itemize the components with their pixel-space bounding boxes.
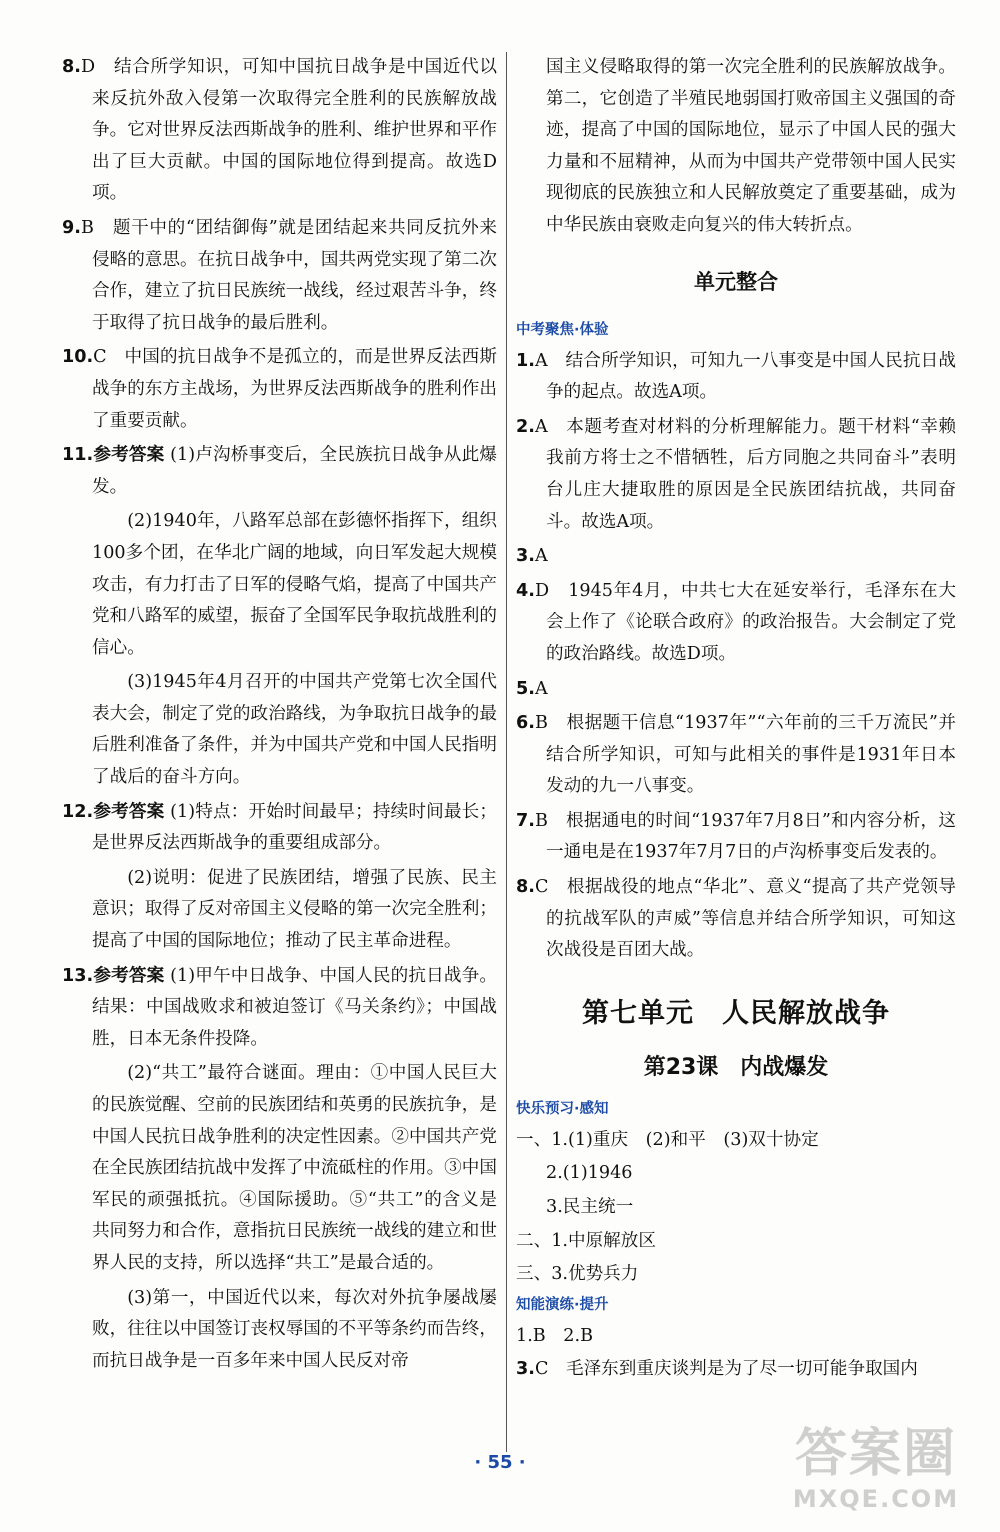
answer-13: 13.参考答案 (1)甲午中日战争、中国人民的抗日战争。结果：中国战败求和被迫签订《马关条约》；中国战胜，日本无条件投降。 — [62, 965, 497, 1049]
answer-10: 10.C 中国的抗日战争不是孤立的，而是世界反法西斯战争的东方主战场，为世界反法西斯战争的胜利作出了重要贡献。 — [62, 347, 497, 431]
preview-line: 2.(1)1946 — [546, 1163, 633, 1184]
watermark-logo — [766, 1424, 986, 1524]
answer-9: 9.B 题干中的“团结御侮”就是团结起来共同反抗外来侵略的意思。在抗日战争中，国共两党实现了第二次合作，建立了抗日民族统一战线，经过艰苦斗争，终于取得了抗日战争的最后胜利。 — [62, 217, 497, 333]
section-tag-exam-focus: 中考聚焦·体验 — [516, 321, 609, 338]
practice-answer-3: 3.C 毛泽东到重庆谈判是为了尽一切可能争取国内 — [516, 1359, 918, 1380]
answer-11-part2: (2)1940年，八路军总部在彭德怀指挥下，组织100多个团，在华北广阔的地域，向日军发起大规模攻击，有力打击了日军的侵略气焰，提高了中国共产党和八路军的威望，振奋了全国军民争取抗战胜利的信心。 — [92, 511, 497, 658]
right-column — [516, 52, 956, 1389]
list-item: 8.C 根据战役的地点“华北”、意义“提高了共产党领导的抗战军队的声威”等信息并结合所学知识，可知这次战役是百团大战。 — [516, 877, 956, 961]
answer-8: 8.D 结合所学知识，可知中国抗日战争是中国近代以来反抗外敌入侵第一次取得完全胜利的民族解放战争。它对世界反法西斯战争的胜利、维护世界和平作出了巨大贡献。中国的国际地位得到提高。故选D项。 — [62, 57, 497, 204]
list-item: 2.A 本题考查对材料的分析理解能力。题干材料“幸赖我前方将士之不惜牺牲，后方同胞之共同奋斗”表明台儿庄大捷取胜的原因是全民族团结抗战，共同奋斗。故选A项。 — [516, 416, 956, 532]
answer-12-part2: (2)说明：促进了民族团结，增强了民族、民主意识；取得了反对帝国主义侵略的第一次完全胜利；提高了中国的国际地位；推动了民主革命进程。 — [92, 867, 497, 952]
section-tag-practice: 知能演练·提升 — [516, 1296, 609, 1313]
list-item: 1.A 结合所学知识，可知九一八事变是中国人民抗日战争的起点。故选A项。 — [516, 350, 956, 403]
preview-line: 二、1.中原解放区 — [516, 1230, 656, 1251]
answer-13-part2: (2)“共工”最符合谜面。理由：①中国人民巨大的民族觉醒、空前的民族团结和英勇的民族抗争，是中国人民抗日战争胜利的决定性因素。②中国共产党在全民族团结抗战中发挥了中流砥柱的作用。③中国军民的顽强抵抗。④国际援助。⑤“共工”的含义是共同努力和合作，意指抗日民族统一战线的建立和世界人民的支持，所以选择“共工”是最合适的。 — [92, 1063, 497, 1273]
lesson-23-heading: 第23课 内战爆发 — [643, 1054, 829, 1080]
preview-line: 一、1.(1)重庆 (2)和平 (3)双十协定 — [516, 1129, 819, 1150]
list-item: 3.A — [516, 546, 548, 567]
watermark-text: 答案圈 — [794, 1424, 957, 1484]
answer-11-part3: (3)1945年4月召开的中国共产党第七次全国代表大会，制定了党的政治路线，为争取抗日战争的最后胜利准备了条件，并为中国共产党和中国人民指明了战后的奋斗方向。 — [92, 672, 497, 788]
column-divider — [506, 52, 507, 1452]
list-item: 7.B 根据通电的时间“1937年7月8日”和内容分析，这一通电是在1937年7月7日的卢沟桥事变后发表的。 — [516, 810, 956, 863]
list-item: 6.B 根据题干信息“1937年”“六年前的三千万流民”并结合所学知识，可知与此相关的事件是1931年日本发动的九一八事变。 — [516, 713, 956, 797]
list-item: 5.A — [516, 678, 548, 699]
practice-line: 1.B 2.B — [516, 1325, 594, 1346]
answer-11: 11.参考答案 (1)卢沟桥事变后，全民族抗日战争从此爆发。 — [62, 445, 497, 497]
page-number: · 55 · — [474, 1452, 526, 1473]
answer-13-continued: 国主义侵略取得的第一次完全胜利的民族解放战争。第二，它创造了半殖民地弱国打败帝国主义强国的奇迹，提高了中国的国际地位，显示了中国人民的强大力量和不屈精神，从而为中国共产党带领中国人民实现彻底的民族独立和人民解放奠定了重要基础，成为中华民族由衰败走向复兴的伟大转折点。 — [546, 57, 956, 235]
unit-seven-heading: 第七单元 人民解放战争 — [582, 997, 890, 1029]
answer-13-part3: (3)第一，中国近代以来，每次对外抗争屡战屡败，往往以中国签订丧权辱国的不平等条约而告终，而抗日战争是一百多年来中国人民反对帝 — [92, 1287, 497, 1371]
answer-12: 12.参考答案 (1)特点：开始时间最早；持续时间最长；是世界反法西斯战争的重要组成部分。 — [62, 801, 497, 854]
exam-answer-list — [516, 346, 956, 967]
watermark-url: MXQE.COM — [792, 1485, 960, 1513]
list-item: 4.D 1945年4月，中共七大在延安举行，毛泽东在大会上作了《论联合政府》的政治报告。大会制定了党的政治路线。故选D项。 — [516, 580, 956, 664]
unit-summary-heading: 单元整合 — [694, 269, 778, 294]
section-tag-preview: 快乐预习·感知 — [516, 1100, 609, 1117]
preview-line: 三、3.优势兵力 — [516, 1264, 639, 1285]
left-column — [62, 52, 497, 1380]
preview-line: 3.民主统一 — [546, 1197, 634, 1218]
